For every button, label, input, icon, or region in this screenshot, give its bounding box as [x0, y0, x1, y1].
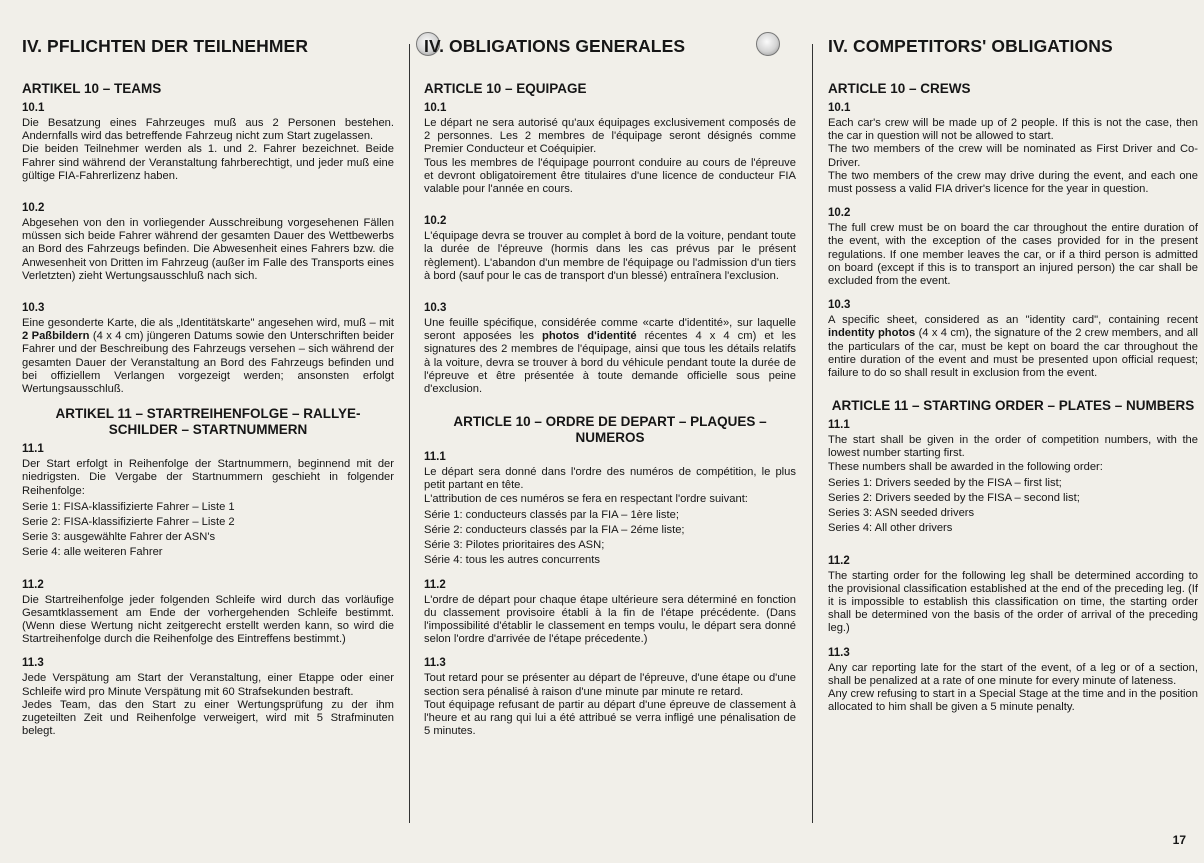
article-11-heading: ARTICLE 10 – ORDRE DE DEPART – PLAQUES – NUMEROS	[453, 414, 767, 446]
clause-text: Each car's crew will be made up of 2 people. If this is not the case, then the car in question will not be allowed to start. The two members of the crew will be nominated as First Driver and Co-Driver. The two members of the crew may drive during the event, and each one must possess a valid FIA driver's licence for the year in question.	[828, 117, 1198, 196]
series-list	[22, 501, 394, 560]
clause-text: The start shall be given in the order of competition numbers, with the lowest number starting first. These numbers shall be awarded in the following order:	[828, 434, 1198, 473]
list-item: Serie 2: FISA-klassifizierte Fahrer – Liste 2	[22, 516, 235, 529]
list-item: Série 2: conducteurs classés par la FIA – 2éme liste;	[424, 524, 685, 537]
list-item: Série 4: tous les autres concurrents	[424, 554, 600, 567]
clause-number: 11.2	[22, 578, 44, 591]
column-divider	[409, 44, 410, 823]
article-10-heading: ARTICLE 10 – EQUIPAGE	[424, 81, 587, 96]
clause-text: Eine gesonderte Karte, die als „Identitätskarte" angesehen wird, muß – mit 2 Paßbildern (4 x 4 cm) jüngeren Datums sowie den Unterschriften beider Fahrer und der Beschreibung des Fahrzeugs versehen – sich während der gesamten Dauer der Veranstaltung an Bord des Fahrzeugs befinden und bei offiziellem Verlangen vorgezeigt werden; ansonsten erfolgt Wertungsausschluß.	[22, 317, 394, 396]
clause-text: L'équipage devra se trouver au complet à bord de la voiture, pendant toute la durée de l'épreuve (hormis dans les cas prévus par le présent règlement). L'abandon d'un membre de l'équipage ou l'admission d'un tiers à bord (sauf pour le cas de transport d'un blessé) entraînera l'exclusion.	[424, 230, 796, 282]
clause-number: 11.2	[828, 554, 850, 567]
section-title: IV. OBLIGATIONS GENERALES	[424, 36, 686, 56]
clause-11-1	[22, 442, 394, 559]
clause-10-1	[22, 101, 394, 183]
clause-11-3	[828, 646, 1198, 715]
list-item: Series 2: Drivers seeded by the FISA – second list;	[828, 492, 1080, 505]
clause-10-3	[828, 298, 1198, 380]
clause-number: 10.2	[424, 215, 447, 228]
list-item: Serie 3: ausgewählte Fahrer der ASN's	[22, 531, 216, 544]
clause-number: 11.1	[828, 419, 850, 432]
page-number: 17	[1172, 833, 1186, 847]
clause-number: 10.3	[828, 299, 851, 312]
clause-number: 11.1	[22, 443, 44, 456]
clause-text: Abgesehen von den in vorliegender Ausschreibung vorgesehenen Fällen müssen sich beide Fahrer während der gesamten Dauer des Wettbewerbs an Bord des Fahrzeugs befinden. Die Abwesenheit eines Fahrers bzw. die Anwesenheit von Dritten im Fahrzeug (außer im Falle des Transports eines Verletzten) zieht Wertungsausschluß nach sich.	[22, 217, 394, 282]
list-item: Série 3: Pilotes prioritaires des ASN;	[424, 539, 605, 552]
clause-11-2	[828, 554, 1198, 636]
article-10-heading: ARTICLE 10 – CREWS	[828, 81, 971, 96]
clause-text: Die Besatzung eines Fahrzeuges muß aus 2 Personen bestehen. Andernfalls wird das betreffende Fahrzeug nicht zum Start zugelassen. Die beiden Teilnehmer werden als 1. und 2. Fahrer bezeichnet. Beide Fahrer sind während der Veranstaltung fahrberechtigt, und jeder muß eine gültige FIA-Fahrerlizenz haben.	[22, 117, 394, 182]
clause-text: Tout retard pour se présenter au départ de l'épreuve, d'une étape ou d'une section sera pénalisé à raison d'une minute par minute re retard. Tout équipage refusant de partir au départ d'une épreuve de classement à l'heure et au rang qui lui a été attribué se verra infligé une pénalisation de 5 minutes.	[424, 672, 796, 738]
clause-number: 11.3	[424, 657, 446, 670]
clause-text: The full crew must be on board the car throughout the entire duration of the event, with the exception of the cases provided for in the present regulations. If one member leaves the car, or if a third person is admitted on board (except if this is to transport an injured person) the car shall be excluded from the event.	[828, 222, 1198, 288]
english-column	[828, 36, 1198, 725]
clause-text: Une feuille spécifique, considérée comme «carte d'identité», sur laquelle seront apposées les photos d'identité récentes 4 x 4 cm) et les signatures des 2 membres de l'équipage, ainsi que tous les détails relatifs à la voiture, devra se trouver à bord du véhicule pendant toute la durée de l'épreuve et être présentée à toute demande officielle sous peine d'exclusion.	[424, 317, 796, 396]
clause-number: 10.1	[424, 102, 447, 114]
clause-text: Jede Verspätung am Start der Veranstaltung, einer Etappe oder einer Schleife wird pro Minute Verspätung mit 60 Strafsekunden bestraft. Jedes Team, das den Start zu einer Wertungsprüfung zu der ihm zugeteilten Zeit und Reihenfolge verweigert, wird mit 5 Strafminuten belegt.	[22, 672, 394, 738]
clause-10-1	[828, 101, 1198, 196]
section-title: IV. PFLICHTEN DER TEILNEHMER	[22, 36, 309, 56]
clause-number: 10.3	[424, 302, 447, 315]
clause-10-1	[424, 101, 796, 196]
list-item: Série 1: conducteurs classés par la FIA – 1ère liste;	[424, 508, 679, 521]
clause-number: 10.1	[22, 102, 45, 114]
clause-11-1	[424, 450, 796, 567]
clause-number: 10.1	[828, 102, 851, 114]
clause-text: Die Startreihenfolge jeder folgenden Schleife wird durch das vorläufige Gesamtklassement am Ende der vorhergehenden Schleife bestimmt. (Wenn diese Wertung nicht zeitgerecht erstellt werden kann, so wird die Startreihenfolge durch die Reihenfolge des Eintreffens bestimmt.)	[22, 593, 394, 646]
clause-10-2	[22, 201, 394, 283]
clause-number: 11.1	[424, 451, 446, 464]
clause-text: L'ordre de départ pour chaque étape ultérieure sera déterminé en fonction du classement provisoire établi à la fin de l'étape précédente. (Dans l'impossibilité d'établir le classement en temps voulu, le départ sera donné selon l'ordre d'arrivée de l'étape précedente.)	[424, 593, 796, 646]
clause-10-3	[22, 301, 394, 396]
clause-number: 11.3	[22, 657, 44, 670]
section-title: IV. COMPETITORS' OBLIGATIONS	[828, 36, 1113, 56]
list-item: Serie 1: FISA-klassifizierte Fahrer – Liste 1	[22, 500, 235, 513]
clause-11-3	[22, 656, 394, 738]
clause-text: The starting order for the following leg shall be determined according to the provisional classification established at the end of the preceding leg. (If it is impossible to establish this classification on time, the starting order shall be determined von the basis of the order of arrival of the preceding leg.)	[828, 569, 1198, 635]
clause-text: Der Start erfolgt in Reihenfolge der Startnummern, beginnend mit der niedrigsten. Die Vergabe der Startnummern geschieht in folgender Reihenfolge:	[22, 458, 394, 497]
clause-11-2	[424, 578, 796, 647]
clause-10-2	[424, 214, 796, 283]
series-list	[828, 477, 1198, 536]
list-item: Series 1: Drivers seeded by the FISA – first list;	[828, 476, 1062, 489]
clause-number: 10.2	[22, 202, 45, 215]
clause-text: Le départ sera donné dans l'ordre des numéros de compétition, le plus petit partant en tête. L'attribution de ces numéros se fera en respectant l'ordre suivant:	[424, 466, 796, 505]
clause-number: 11.2	[424, 578, 446, 591]
article-11-heading: ARTICLE 11 – STARTING ORDER – PLATES – NUMBERS	[831, 398, 1195, 414]
clause-11-1	[828, 418, 1198, 535]
clause-number: 10.3	[22, 302, 45, 315]
clause-text: A specific sheet, considered as an "identity card", containing recent indentity photos (4 x 4 cm), the signature of the 2 crew members, and all the particulars of the car, must be kept on board the car throughout the entire duration of the event and must be presented upon official request; failure to do so shall result in exclusion from the event.	[828, 314, 1198, 380]
article-10-heading: ARTIKEL 10 – TEAMS	[22, 81, 162, 96]
clause-text: Any car reporting late for the start of the event, of a leg or of a section, shall be penalized at a rate of one minute for every minute of lateness. Any crew refusing to start in a Special Stage at the time and in the position allocated to him shall be given a 5 minute penalty.	[828, 661, 1198, 714]
german-column	[22, 36, 394, 749]
article-11-heading: ARTIKEL 11 – STARTREIHENFOLGE – RALLYE-SCHILDER – STARTNUMMERN	[55, 406, 361, 438]
clause-11-3	[424, 656, 796, 738]
clause-11-2	[22, 578, 394, 647]
clause-text: Le départ ne sera autorisé qu'aux équipages exclusivement composés de 2 personnes. Les 2 membres de l'équipage seront désignés comme Premier Conducteur et Coéquipier. Tous les membres de l'équipage pourront conduire au cours de l'épreuve et devront obligatoirement être titulaires d'une licence de conducteur FIA valable pour l'année en cours.	[424, 117, 796, 196]
series-list	[424, 509, 796, 568]
column-divider	[812, 44, 813, 823]
list-item: Serie 4: alle weiteren Fahrer	[22, 546, 163, 559]
clause-10-2	[828, 206, 1198, 288]
french-column	[424, 36, 796, 749]
clause-number: 11.3	[828, 646, 850, 659]
clause-10-3	[424, 301, 796, 396]
list-item: Series 3: ASN seeded drivers	[828, 507, 975, 520]
clause-number: 10.2	[828, 207, 851, 220]
list-item: Series 4: All other drivers	[828, 522, 953, 535]
